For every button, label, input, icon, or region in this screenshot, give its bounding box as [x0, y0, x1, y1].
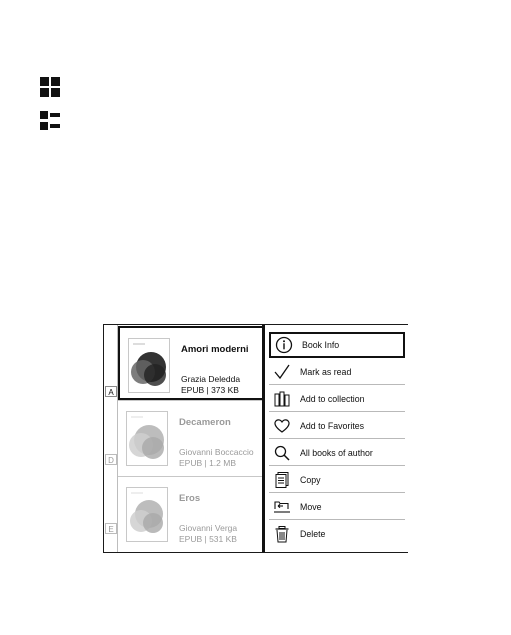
- book-cover: [128, 338, 170, 393]
- book-title: Eros: [179, 493, 201, 504]
- menu-item-label: Mark as read: [300, 366, 352, 377]
- heart-icon: [271, 415, 293, 437]
- menu-item-label: All books of author: [300, 447, 373, 458]
- book-meta: EPUB | 531 KB: [179, 534, 237, 544]
- menu-item-add-to-collection[interactable]: [269, 386, 405, 412]
- letter-marker[interactable]: A: [105, 386, 117, 397]
- menu-item-label: Book Info: [302, 340, 340, 350]
- search-icon: [271, 442, 293, 464]
- menu-item-add-to-favorites[interactable]: [269, 413, 405, 439]
- book-author: Grazia Deledda: [181, 374, 241, 384]
- menu-item-label: Add to Favorites: [300, 420, 365, 431]
- book-row[interactable]: [118, 477, 266, 551]
- menu-item-label: Move: [300, 501, 322, 512]
- menu-item-book-info[interactable]: [269, 332, 405, 358]
- book-meta: EPUB | 373 KB: [181, 385, 239, 395]
- trash-icon: [271, 523, 293, 545]
- book-row[interactable]: [118, 401, 266, 475]
- book-cover: [126, 411, 168, 466]
- context-menu: [262, 325, 408, 552]
- book-title: Amori moderni: [181, 344, 249, 355]
- book-author: Giovanni Verga: [179, 523, 238, 533]
- letter-marker[interactable]: D: [105, 454, 117, 465]
- grid-view-icon[interactable]: [40, 77, 61, 103]
- menu-item-label: Delete: [300, 529, 326, 539]
- menu-item-all-books-of-author[interactable]: [269, 440, 405, 466]
- book-author: Giovanni Boccaccio: [179, 447, 254, 457]
- book-row[interactable]: [118, 326, 266, 400]
- book-title: Decameron: [179, 417, 231, 428]
- menu-item-label: Copy: [300, 474, 321, 485]
- alphabet-column: [104, 325, 118, 552]
- letter-marker[interactable]: E: [105, 523, 117, 534]
- menu-item-mark-as-read[interactable]: [269, 359, 405, 385]
- checkmark-icon: [271, 361, 293, 383]
- book-cover: [126, 487, 168, 542]
- menu-item-copy[interactable]: [269, 467, 405, 493]
- device-screen: [103, 324, 408, 553]
- move-icon: [271, 496, 293, 518]
- menu-item-label: Add to collection: [300, 393, 365, 404]
- copy-icon: [271, 469, 293, 491]
- menu-item-delete[interactable]: [269, 521, 405, 547]
- books-collection-icon: [271, 388, 293, 410]
- menu-item-move[interactable]: [269, 494, 405, 520]
- info-icon: [273, 334, 295, 356]
- list-view-icon[interactable]: [40, 111, 61, 136]
- book-meta: EPUB | 1.2 MB: [179, 458, 237, 468]
